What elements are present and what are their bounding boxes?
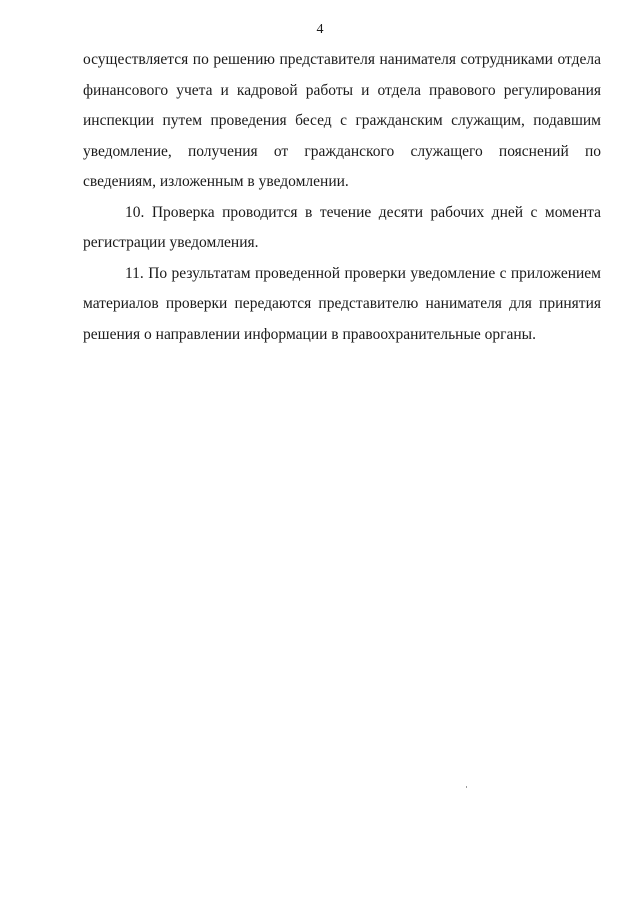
scan-speck — [466, 786, 467, 788]
paragraph-continuation: осуществляется по решению представителя нанимателя сотрудниками отдела финансового учета и кадровой работы и отдела правового регулирования инспекции путем проведения бесед с гражданским служащим, подавшим уведомление, получения от гражданского служащего пояснений по сведениям, изложенным в уведомлении. — [83, 51, 601, 190]
document-body — [83, 45, 601, 350]
paragraph-10: 10. Проверка проводится в течение десяти рабочих дней с момента регистрации уведомления. — [83, 203, 601, 251]
page-number: 4 — [316, 22, 324, 37]
paragraph-11: 11. По результатам проведенной проверки уведомление с приложением материалов проверки передаются представителю нанимателя для принятия решения о направлении информации в правоохранительные органы. — [83, 264, 601, 343]
